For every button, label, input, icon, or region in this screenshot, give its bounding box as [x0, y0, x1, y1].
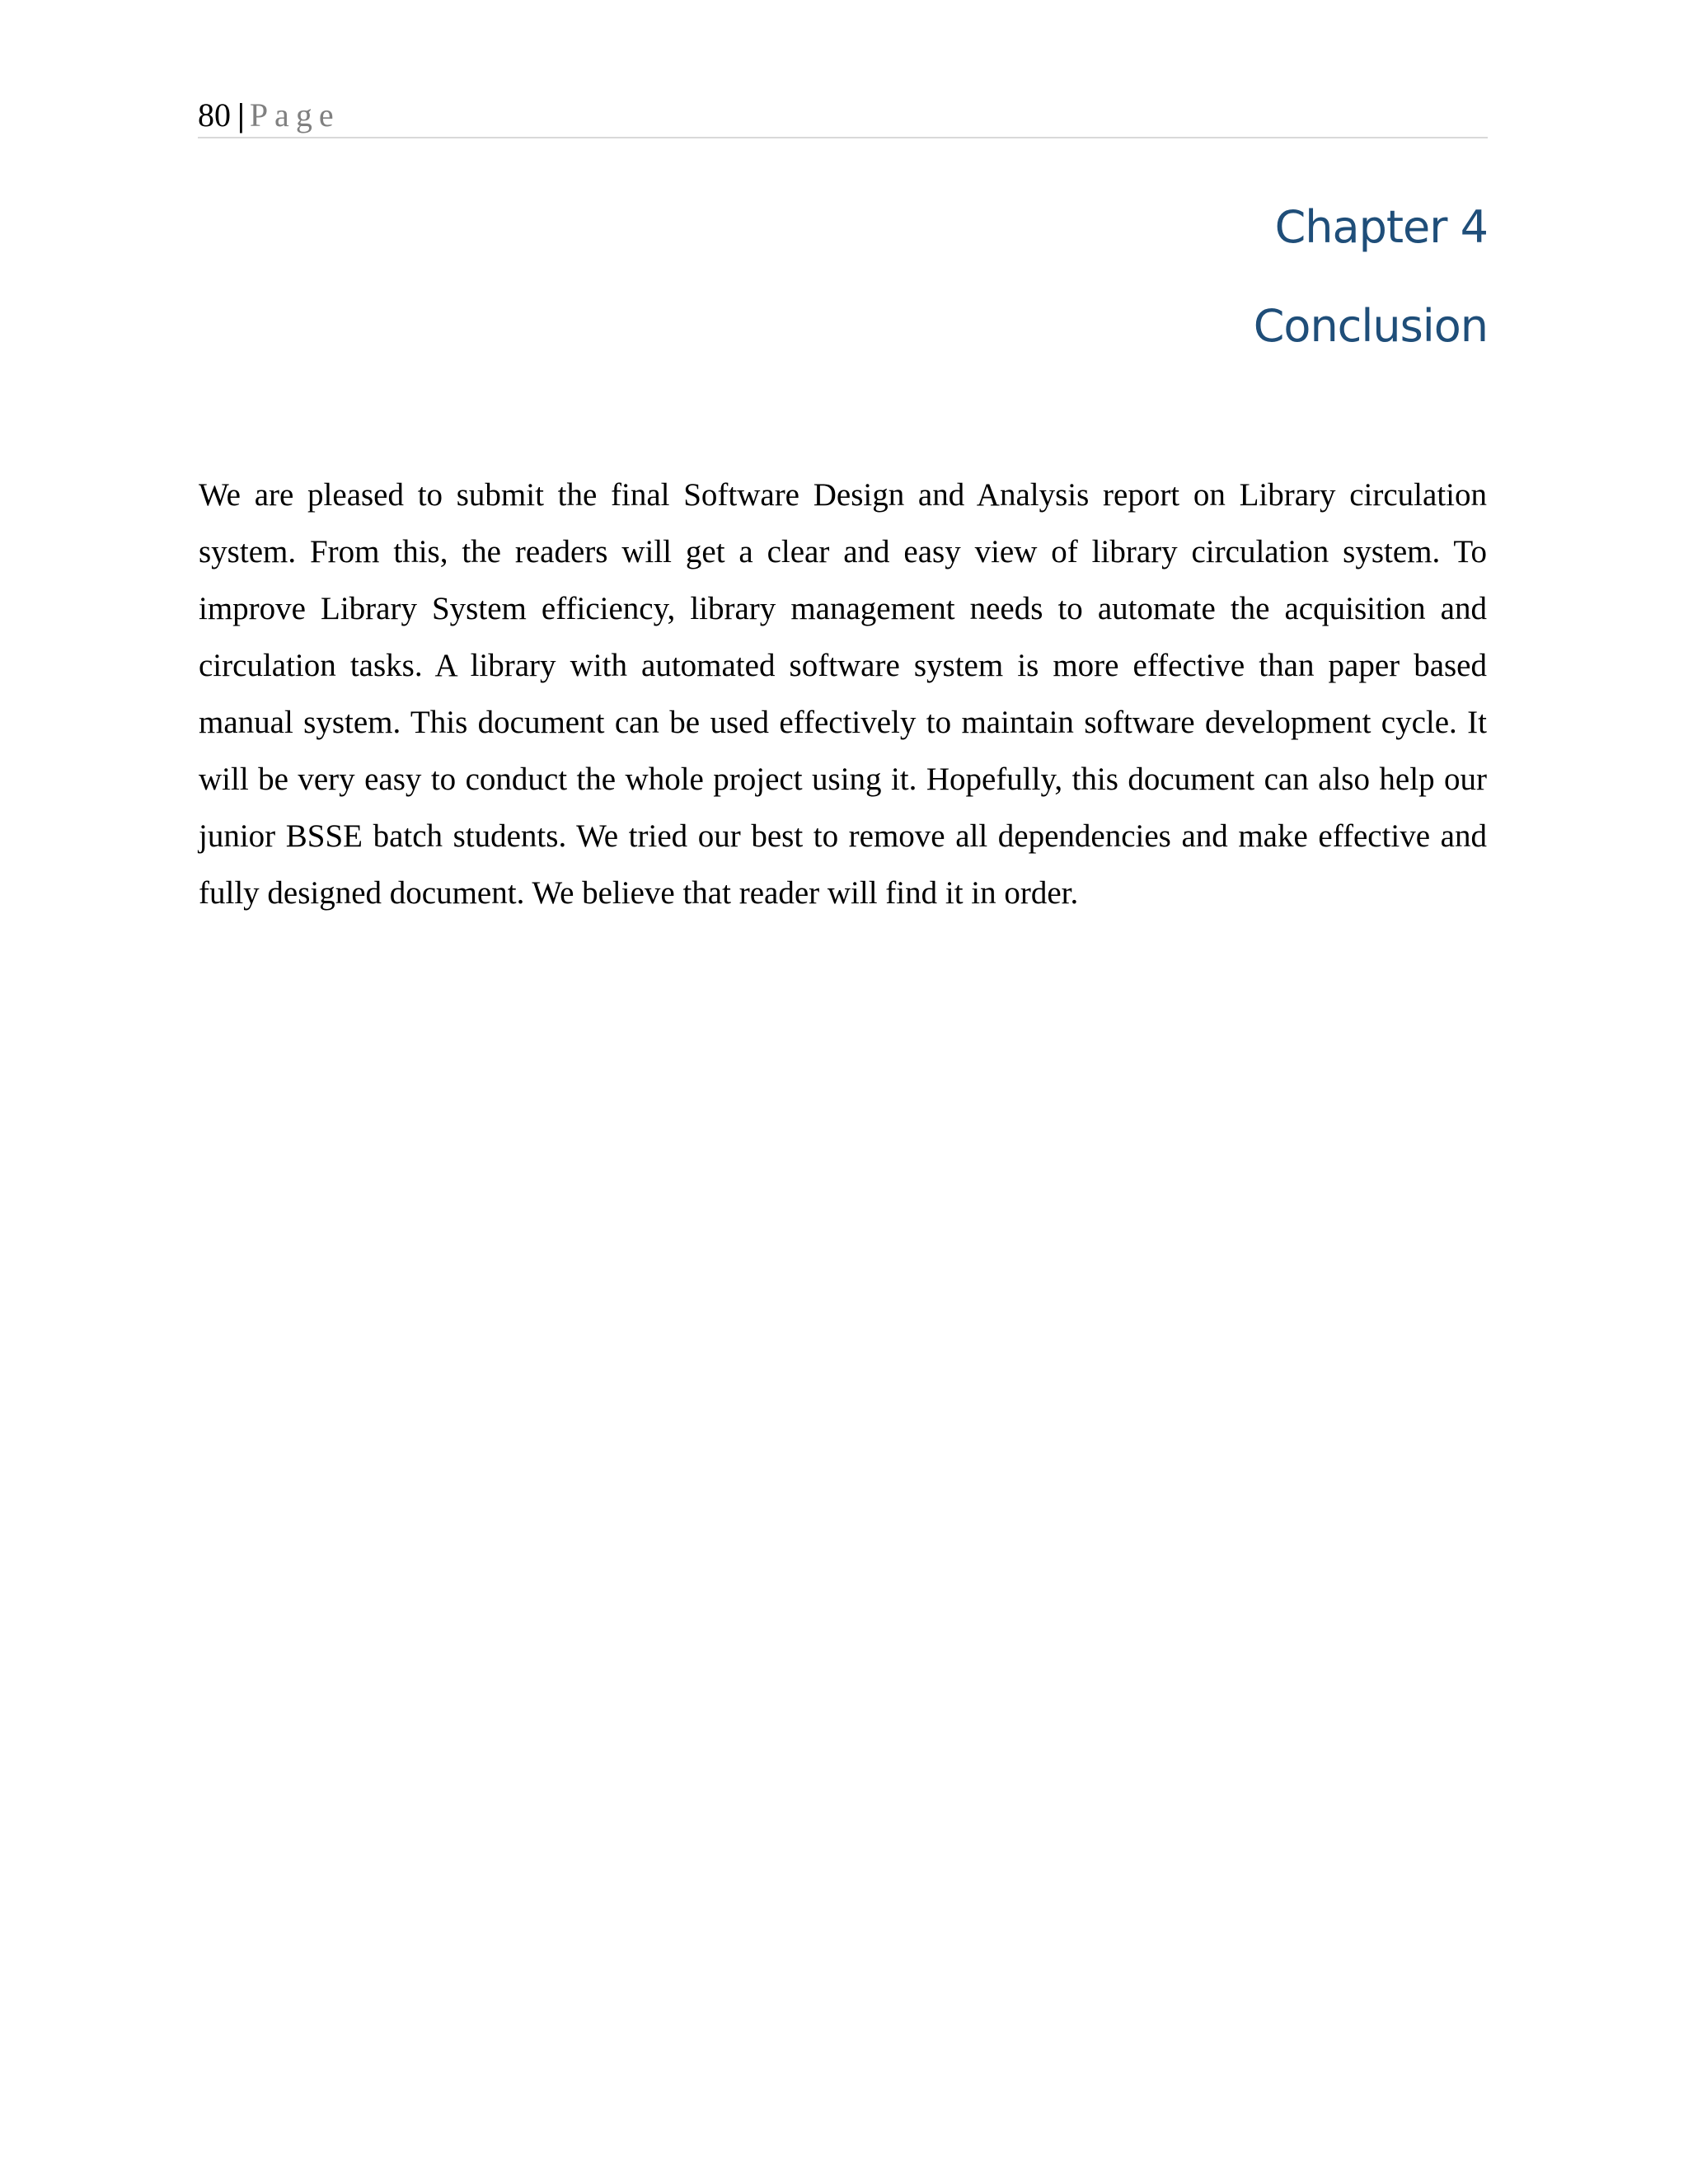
page-label: Page	[249, 96, 340, 134]
page-separator: |	[237, 96, 245, 134]
section-title: Conclusion	[1253, 300, 1488, 352]
body-paragraph: We are pleased to submit the final Software Design and Analysis report on Library circulation system. From this, the readers will get a clear and easy view of library circulation system. To improve Library System efficiency, library management needs to automate the acquisition and circulation tasks. A library with automated software system is more effective than paper based manual system. This document can be used effectively to maintain software development cycle. It will be very easy to conduct the whole project using it. Hopefully, this document can also help our junior BSSE batch students. We tried our best to remove all dependencies and make effective and fully designed document. We believe that reader will find it in order.	[199, 477, 1487, 911]
page-number-line	[198, 97, 340, 134]
chapter-title: Chapter 4	[1274, 201, 1488, 253]
page-header	[198, 92, 1488, 138]
page-number: 80	[198, 96, 231, 134]
